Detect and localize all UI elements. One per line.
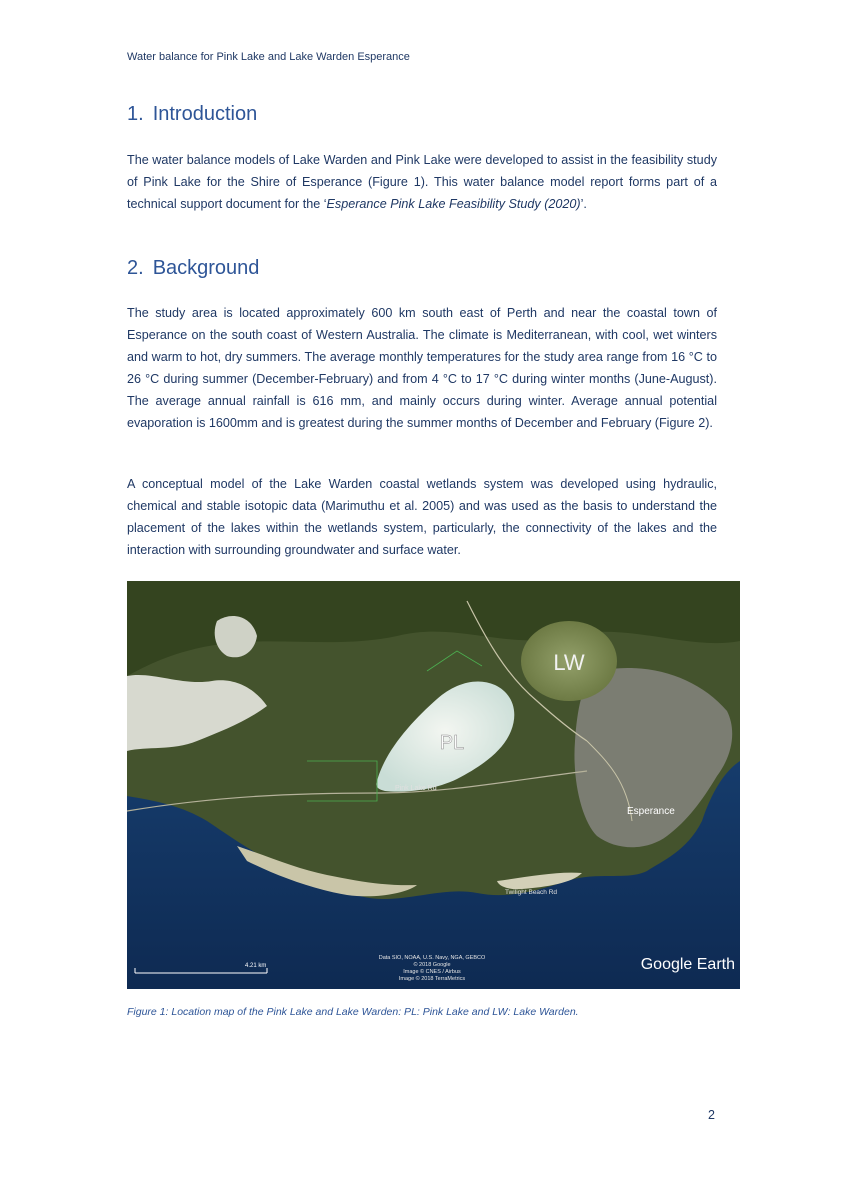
intro-paragraph xyxy=(127,149,717,215)
beach-road-label: Twilight Beach Rd xyxy=(505,889,558,896)
section-heading-background xyxy=(127,257,259,280)
pink-lake-label: PL xyxy=(439,732,465,754)
location-map-figure xyxy=(127,581,740,989)
intro-text: The water balance models of Lake Warden and Pink Lake were developed to assist in the feasibility study of Pink Lake for the Shire of Esperance (Figure 1). This water balance model report forms part of a technical support document for the ‘ xyxy=(127,153,717,211)
page-number: 2 xyxy=(708,1108,715,1122)
intro-text-end: ’. xyxy=(580,197,587,211)
background-paragraph-1: The study area is located approximately 600 km south east of Perth and near the coastal town of Esperance on the south coast of Western Australia. The climate is Mediterranean, with cool, wet winters and warm to hot, dry summers. The average monthly temperatures for the study area range from 16 °C to 26 °C during summer (December-February) and from 4 °C to 17 °C during winter months (June-August). The average annual rainfall is 616 mm, and mainly occurs during winter. Average annual potential evaporation is 1600mm and is greatest during the summer months of December and February (Figure 2). xyxy=(127,306,717,430)
section-number: 2. xyxy=(127,257,144,279)
attribution-line: Image © 2018 TerraMetrics xyxy=(398,976,466,982)
town-label: Esperance xyxy=(627,806,675,817)
lake-warden-label: LW xyxy=(553,650,585,675)
section-number: 1. xyxy=(127,103,144,125)
attribution-line: Image © CNES / Airbus xyxy=(403,969,461,975)
satellite-map-image xyxy=(127,581,740,989)
background-paragraph-2: A conceptual model of the Lake Warden coastal wetlands system was developed using hydraulic, chemical and stable isotopic data (Marimuthu et al. 2005) and was used as the basis to understand the placement of the lakes within the wetlands system, particularly, the connectivity of the lakes and the interaction with surrounding groundwater and surface water. xyxy=(127,477,717,557)
running-header: Water balance for Pink Lake and Lake Warden Esperance xyxy=(127,51,410,63)
figure-caption: Figure 1: Location map of the Pink Lake and Lake Warden: PL: Pink Lake and LW: Lake Warden. xyxy=(127,1006,579,1018)
intro-reference: Esperance Pink Lake Feasibility Study (2020) xyxy=(326,197,581,211)
section-title: Introduction xyxy=(152,103,258,125)
attribution-line: © 2018 Google xyxy=(413,962,451,968)
road-label: Pink Lake Rd xyxy=(395,785,437,792)
google-earth-logo: Google Earth xyxy=(640,956,735,973)
attribution-line: Data SIO, NOAA, U.S. Navy, NGA, GEBCO xyxy=(378,955,486,961)
section-title: Background xyxy=(152,257,260,279)
section-heading-introduction xyxy=(127,103,257,126)
scale-label: 4.21 km xyxy=(245,963,267,969)
